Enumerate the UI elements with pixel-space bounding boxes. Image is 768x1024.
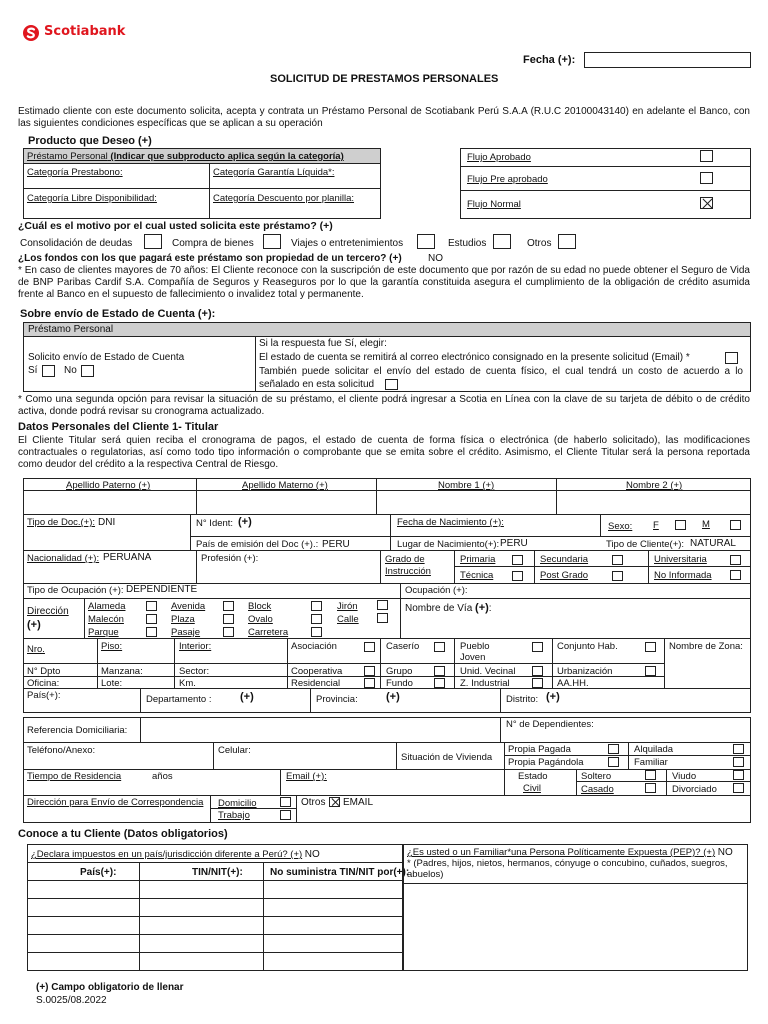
grado-noinformada-checkbox[interactable] [730,570,741,580]
oficina-label: Oficina: [27,678,60,689]
impuestos-question: ¿Declara impuestos en un país/jurisdicción diferente a Perú? (+) NO [31,849,320,860]
dir-correspondencia-label: Dirección para Envío de Correspondencia [27,797,204,808]
motivo-viajes-label: Viajes o entretenimientos [291,238,404,249]
estado-right-2: El estado de cuenta se remitirá al correo electrónico consignado en la presente solicitud (Email) * [259,352,690,363]
cat-garantia: Categoría Garantía Líquida*: [213,167,335,178]
grado-tecnica: Técnica [460,570,494,581]
grado-tecnica-checkbox[interactable] [512,571,523,581]
via-pasaje: Pasaje [171,627,201,638]
otros-checkbox[interactable] [329,797,340,807]
via-calle: Calle [337,614,359,625]
vivienda-propia-pagandola-checkbox[interactable] [608,757,619,767]
estado-title: Sobre envío de Estado de Cuenta (+): [20,308,216,320]
zona-unid-vecinal: Unid. Vecinal [460,666,516,677]
titular-paragraph: El Cliente Titular será quien reciba el cronograma de pagos, el estado de cuenta de forma física o electrónica (de haberlo solicitado), las modificaciones contractuales o regulatorias, así como todo tipo información o comprobante que se emita sobre el crédito. Asimismo, el Cliente Titular será la persona reportada como deudor del crédito a la respectiva Central de Riesgo. [18,435,750,470]
otros-value: EMAIL [343,797,374,808]
grado-secundaria-checkbox[interactable] [612,555,623,565]
sexo-m-checkbox[interactable] [730,520,741,530]
email-label: Email (+): [286,771,327,782]
civil-viudo-checkbox[interactable] [733,770,744,780]
civil-soltero: Soltero [581,771,612,782]
zona-fundo: Fundo [386,678,413,689]
km-label: Km. [179,678,196,689]
via-block-checkbox[interactable] [311,601,322,611]
estado-si-checkbox[interactable] [42,365,55,377]
zona-urbanizacion: Urbanización [557,666,613,677]
flujo-normal-label: Flujo Normal [467,199,521,210]
via-ovalo: Ovalo [248,614,273,625]
nro-label: Nro. [27,644,45,655]
grado-label-2: Instrucción [385,566,431,577]
telefono-label: Teléfono/Anexo: [27,745,96,756]
nacionalidad-label: Nacionalidad (+): [27,553,100,564]
vivienda-familiar: Familiar [634,757,668,768]
estado-left-label: Solicito envío de Estado de Cuenta [28,352,185,363]
grado-postgrado: Post Grado [540,570,589,581]
zona-conjunto: Conjunto Hab. [557,641,618,652]
grado-universitaria-checkbox[interactable] [730,555,741,565]
form-code: S.0025/08.2022 [36,995,107,1006]
tipo-cliente-value: NATURAL [690,538,736,549]
pais-emision-value: PERU [322,539,350,550]
via-ovalo-checkbox[interactable] [311,614,322,624]
h-apellido-materno: Apellido Materno (+) [242,480,328,491]
zona-industrial: Z. Industrial [460,678,510,689]
via-alameda-checkbox[interactable] [146,601,157,611]
fecha-nac-label: Fecha de Nacimiento (+): [397,517,504,528]
grado-secundaria: Secundaria [540,554,589,565]
celular-label: Celular: [218,745,251,756]
zona-industrial-checkbox[interactable] [532,678,543,688]
sexo-m-label: M [702,519,710,530]
ocupacion-label: Ocupación (+): [405,585,468,596]
tipo-ocupacion-value: DEPENDIENTE [126,584,198,595]
nombre-via-label: Nombre de Vía (+): [405,602,492,614]
ident-req: (+) [238,516,252,528]
motivo-question: ¿Cuál es el motivo por el cual usted solicita este préstamo? (+) [18,220,333,232]
via-plaza-checkbox[interactable] [223,614,234,624]
direccion-label: Dirección [27,606,69,617]
civil-divorciado-checkbox[interactable] [733,783,744,793]
h-nombre1: Nombre 1 (+) [438,480,495,491]
grado-primaria: Primaria [460,554,496,565]
document-title: SOLICITUD DE PRESTAMOS PERSONALES [270,73,499,85]
domicilio-label: Domicilio [218,798,257,809]
estado-right-1: Si la respuesta fue Sí, elegir: [259,338,387,349]
zona-caserio: Caserío [386,641,420,652]
via-jiron-checkbox[interactable] [377,600,388,610]
fondos-note: * En caso de clientes mayores de 70 años: El Cliente reconoce con la suscripción de este documento que por razón de su edad no puede obtener el Seguro de Vida de BNP Paribas Cardif S.A. Compañía de Seguros y Reaseguros por lo que la garantía constituida asegura el cumplimiento de la obligación de crédito asumida frente al Banco en el supuesto de fallecimiento o invalidez total y permanente. [18,265,750,300]
via-carretera-checkbox[interactable] [311,627,322,637]
flujo-pre-checkbox[interactable] [700,172,713,184]
departamento-label: Departamento : [146,694,212,705]
col-tin: TIN/NIT(+): [192,867,243,878]
vivienda-propia-pagada: Propia Pagada [508,744,571,755]
profesion-label: Profesión (+): [201,553,259,564]
estado-right-3: También puede solicitar el envío del estado de cuenta físico, el cual tendrá un costo de acuerdo a lo señalado en esta solicitud [259,366,743,390]
via-avenida-checkbox[interactable] [223,601,234,611]
pep-question: ¿Es usted o un Familiar*una Persona Políticamente Expuesta (PEP)? (+) NO [407,847,733,858]
via-alameda: Alameda [88,601,126,612]
ident-label: N° Ident: [196,518,234,529]
fecha-field[interactable] [584,52,751,68]
cat-libre: Categoría Libre Disponibilidad: [27,193,157,204]
zona-caserio-checkbox[interactable] [434,642,445,652]
piso-label: Piso: [101,641,123,652]
estado-fisico-checkbox[interactable] [385,379,398,390]
flujo-normal-checkbox[interactable] [700,197,713,209]
grado-universitaria: Universitaria [654,554,707,565]
situacion-vivienda-label: Situación de Vivienda [401,752,493,763]
zona-aahh: AA.HH. [557,678,589,689]
zona-cooperativa: Cooperativa [291,666,343,677]
estado-no-checkbox[interactable] [81,365,94,377]
motivo-consolidacion-label: Consolidación de deudas [20,238,133,249]
estado-header: Préstamo Personal [28,324,114,335]
via-plaza: Plaza [171,614,195,625]
flujo-pre-label: Flujo Pre aprobado [467,174,548,185]
estado-civil-1: Estado [518,771,548,782]
sexo-f-label: F [653,520,659,531]
zona-urbanizacion-checkbox[interactable] [645,666,656,676]
sexo-f-checkbox[interactable] [675,520,686,530]
zona-cooperativa-checkbox[interactable] [364,666,375,676]
motivo-estudios-checkbox[interactable] [493,234,511,249]
cat-descuento: Categoría Descuento por planilla: [213,193,355,204]
zona-unid-vecinal-checkbox[interactable] [532,666,543,676]
zona-grupo: Grupo [386,666,413,677]
estado-civil-2: Civil [523,783,541,794]
referencia-label: Referencia Domiciliaria: [27,725,128,736]
civil-casado: Casado [581,784,614,795]
trabajo-checkbox[interactable] [280,810,291,820]
flujo-aprobado-label: Flujo Aprobado [467,152,531,163]
grado-label-1: Grado de [385,554,425,565]
motivo-compra-label: Compra de bienes [172,238,254,249]
zona-conjunto-checkbox[interactable] [645,642,656,652]
via-parque-checkbox[interactable] [146,627,157,637]
via-calle-checkbox[interactable] [377,613,388,623]
vivienda-familiar-checkbox[interactable] [733,757,744,767]
grado-noinformada: No Informada [654,570,712,581]
fondos-answer: NO [428,253,443,264]
zona-residencial: Residencial [291,678,341,689]
domicilio-checkbox[interactable] [280,797,291,807]
vivienda-propia-pagada-checkbox[interactable] [608,744,619,754]
producto-title: Producto que Deseo (+) [28,135,152,147]
vivienda-alquilada: Alquilada [634,744,674,755]
sector-label: Sector: [179,666,210,677]
lugar-nac-value: PERU [500,538,528,549]
motivo-otros-checkbox[interactable] [558,234,576,249]
direccion-req: (+) [27,619,41,631]
vivienda-alquilada-checkbox[interactable] [733,744,744,754]
civil-soltero-checkbox[interactable] [645,770,656,780]
flujo-aprobado-checkbox[interactable] [700,150,713,162]
distrito-label: Distrito: [506,694,539,705]
grado-postgrado-checkbox[interactable] [612,571,623,581]
pais-label: País(+): [27,690,61,701]
zona-pueblo-joven-checkbox[interactable] [532,642,543,652]
civil-divorciado: Divorciado [672,784,717,795]
campo-obligatorio: (+) Campo obligatorio de llenar [36,982,184,993]
motivo-viajes-checkbox[interactable] [417,234,435,249]
fecha-label: Fecha (+): [523,54,576,66]
scotiabank-s-icon [22,24,40,42]
interior-label: Interior: [179,641,212,652]
lugar-nac-label: Lugar de Nacimiento(+): [397,539,500,550]
via-malecon: Malecón [88,614,124,625]
brand-logo [22,22,162,42]
via-carretera: Carretera [248,627,289,638]
via-avenida: Avenida [171,601,206,612]
otros-label: Otros [301,797,326,808]
anios-label: años [152,771,173,782]
provincia-label: Provincia: [316,694,358,705]
civil-viudo: Viudo [672,771,697,782]
pep-note: * (Padres, hijos, nietos, hermanos, cónyuge o concubino, cuñados, suegros, abuelos) [407,858,728,880]
zona-asociacion-checkbox[interactable] [364,642,375,652]
via-pasaje-checkbox[interactable] [223,627,234,637]
zona-grupo-checkbox[interactable] [434,666,445,676]
via-block: Block [248,601,272,612]
manzana-label: Manzana: [101,666,143,677]
zona-fundo-checkbox[interactable] [434,678,445,688]
fondos-question: ¿Los fondos con los que pagará este préstamo son propiedad de un tercero? (+) [18,253,402,264]
lote-label: Lote: [101,678,123,689]
producto-header: Préstamo Personal (Indicar que subproducto aplica según la categoría) [27,151,344,162]
via-jiron: Jirón [337,601,358,612]
estado-email-checkbox[interactable] [725,352,738,364]
distrito-req: (+) [546,691,560,703]
motivo-otros-label: Otros [527,238,552,249]
zona-residencial-checkbox[interactable] [364,678,375,688]
via-parque: Parque [88,627,119,638]
dependientes-label: N° de Dependientes: [506,719,594,730]
intro-paragraph: Estimado cliente con este documento solicita, acepta y contrata un Préstamo Personal de Scotiabank Perú S.A.A (R.U.C 20100043140) en adelante el Banco, con las siguientes condiciones específicas que se aplican a su operación [18,106,750,129]
zona-asociacion: Asociación [291,641,337,652]
dpto-label: N° Dpto [27,666,61,677]
col-pais: País(+): [80,867,117,878]
h-apellido-paterno: Apellido Paterno (+) [66,480,151,491]
brand-name: Scotiabank [44,24,126,39]
tipo-cliente-label: Tipo de Cliente(+): [606,539,685,550]
col-no-tin: No suministra TIN/NIT por(+): [270,867,410,878]
sexo-label: Sexo: [608,521,633,532]
h-nombre2: Nombre 2 (+) [626,480,683,491]
tipo-doc-label: Tipo de Doc.(+): [27,517,96,528]
provincia-req: (+) [386,691,400,703]
zona-pueblo-joven: Pueblo Joven [460,641,490,663]
conoce-title: Conoce a tu Cliente (Datos obligatorios) [18,828,228,840]
estado-si-label: Sí [28,365,38,376]
vivienda-propia-pagandola: Propia Pagándola [508,757,584,768]
nombre-zona-label: Nombre de Zona: [669,641,743,652]
motivo-consolidacion-checkbox[interactable] [144,234,162,249]
titular-title: Datos Personales del Cliente 1- Titular [18,421,219,433]
motivo-compra-checkbox[interactable] [263,234,281,249]
motivo-estudios-label: Estudios [448,238,487,249]
civil-casado-checkbox[interactable] [645,783,656,793]
tipo-ocupacion-label: Tipo de Ocupación (+): [27,585,124,596]
pais-emision-label: País de emisión del Doc (+).: [196,539,319,550]
departamento-req: (+) [240,691,254,703]
estado-no-label: No [64,365,77,376]
estado-note: * Como una segunda opción para revisar la situación de su préstamo, el cliente podrá ingresar a Scotia en Línea con la clave de su tarjeta de débito o de crédito activa, donde podrá revisar su cronograma actualizado. [18,394,750,417]
grado-primaria-checkbox[interactable] [512,555,523,565]
trabajo-label: Trabajo [218,810,250,821]
nacionalidad-value: PERUANA [103,552,152,563]
tiempo-residencia-label: Tiempo de Residencia [27,771,122,782]
tipo-doc-value: DNI [98,517,116,528]
via-malecon-checkbox[interactable] [146,614,157,624]
cat-prestabono: Categoría Prestabono: [27,167,123,178]
